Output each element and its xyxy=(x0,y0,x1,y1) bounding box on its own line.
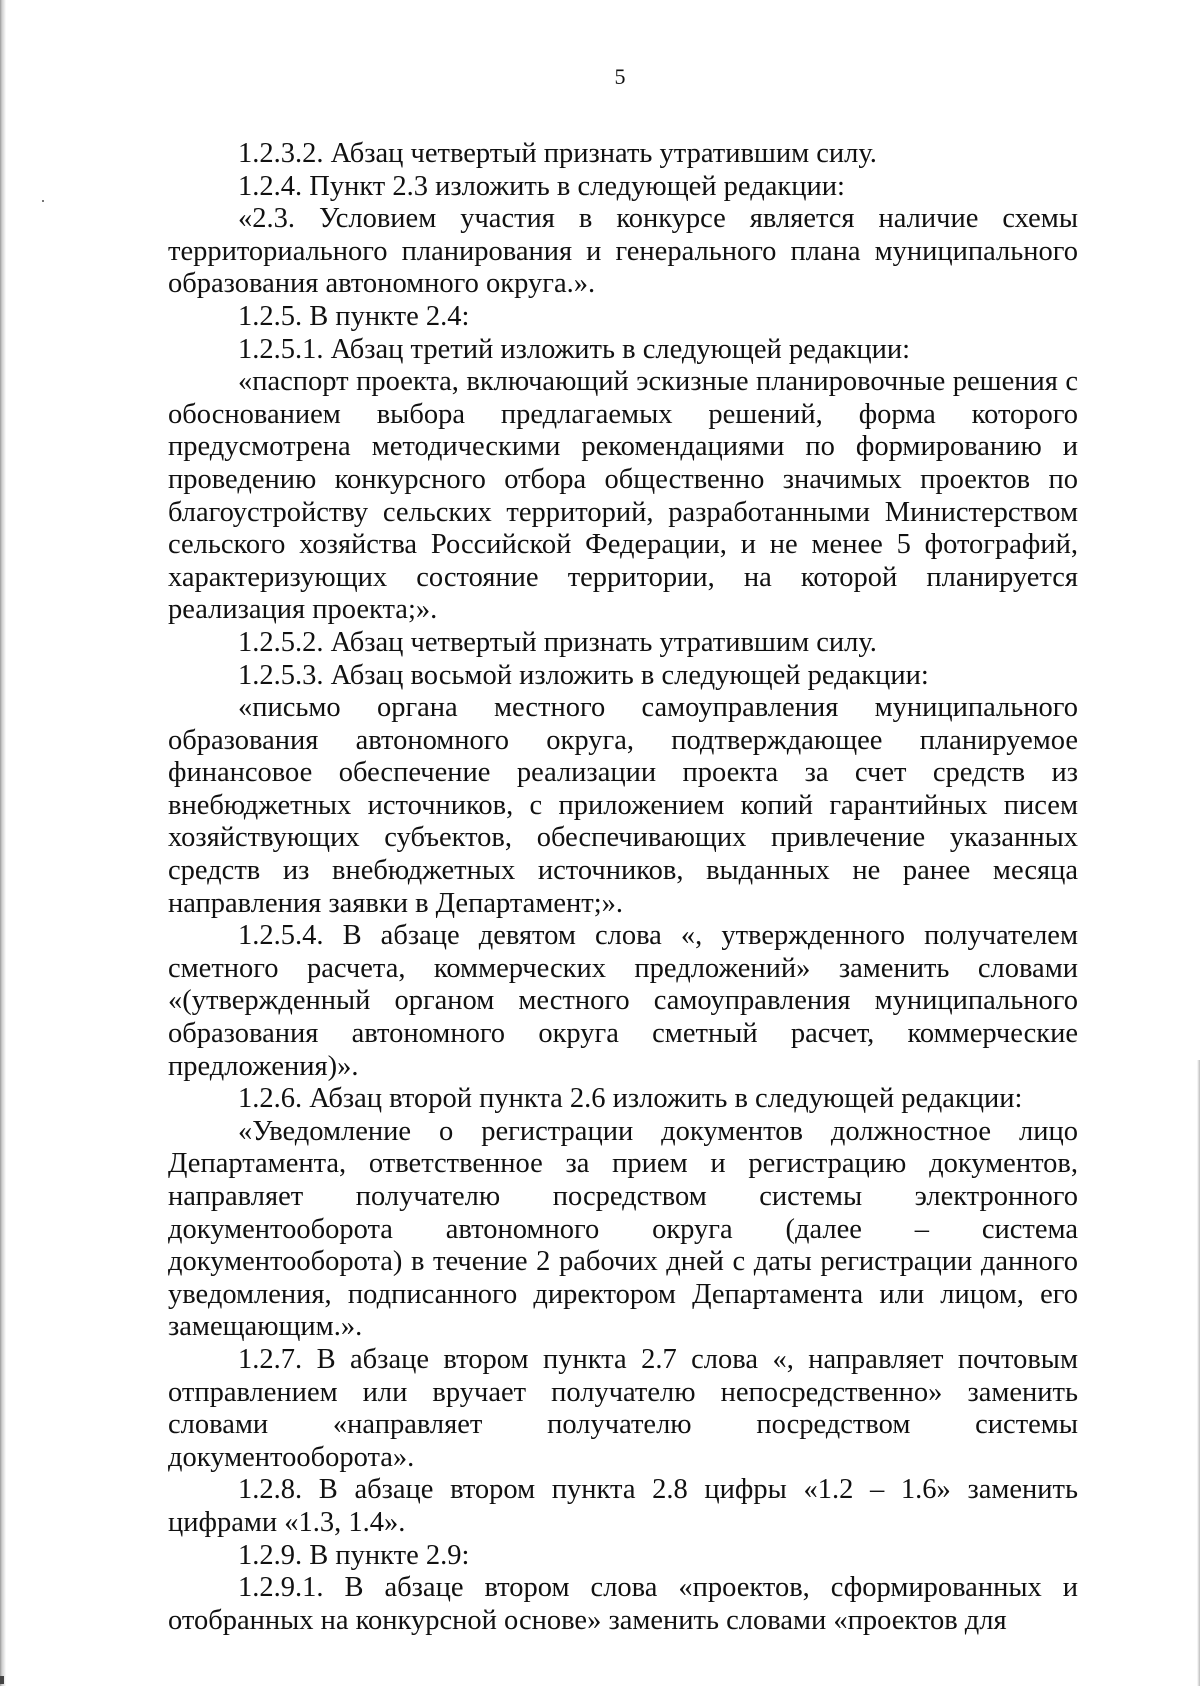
paragraph-quote-passport: «паспорт проекта, включающий эскизные планировочные решения с обоснованием выбора предлагаемых решений, форма которого предусмотрена методическими рекомендациями по формированию и проведению конкурсного отбора общественно значимых проектов по благоустройству сельских территорий, разработанными Министерством сельского хозяйства Российской Федерации, и не менее 5 фотографий, характеризующих состояние территории, на которой планируется реализация проекта;». xyxy=(168,366,1078,626)
scan-edge-left xyxy=(0,0,6,1686)
paragraph-1-2-5-4: 1.2.5.4. В абзаце девятом слова «, утвержденного получателем сметного расчета, коммерческих предложений» заменить словами «(утвержденный органом местного самоуправления муниципального образования автономного округа сметный расчет, коммерческие предложения)». xyxy=(168,920,1078,1082)
paragraph-1-2-3-2: 1.2.3.2. Абзац четвертый признать утратившим силу. xyxy=(238,138,877,169)
paragraph-1-2-9: 1.2.9. В пункте 2.9: xyxy=(238,1539,470,1571)
paragraph-quote-notification: «Уведомление о регистрации документов должностное лицо Департамента, ответственное за прием и регистрацию документов, направляет получателю посредством системы электронного документооборота автономного округа (далее – система документооборота) в течение 2 рабочих дней с даты регистрации данного уведомления, подписанного директором Департамента или лицом, его замещающим.». xyxy=(168,1115,1078,1343)
scan-artifact-corner xyxy=(0,1676,4,1684)
paragraph-1-2-8: 1.2.8. В абзаце втором пункта 2.8 цифры «1.2 – 1.6» заменить цифрами «1.3, 1.4». xyxy=(168,1474,1078,1538)
paragraph-1-2-6: 1.2.6. Абзац второй пункта 2.6 изложить в следующей редакции: xyxy=(238,1083,1023,1115)
paragraph-quote-letter: «письмо органа местного самоуправления муниципального образования автономного округа, подтверждающее планируемое финансовое обеспечение реализации проекта за счет средств из внебюджетных источников, с приложением копий гарантийных писем хозяйствующих субъектов, обеспечивающих привлечение указанных средств из внебюджетных источников, выданных не ранее месяца направления заявки в Департамент;». xyxy=(168,692,1078,919)
paragraph-1-2-5-3: 1.2.5.3. Абзац восьмой изложить в следующей редакции: xyxy=(238,659,929,691)
document-body xyxy=(168,138,1078,1637)
paragraph-1-2-5-1: 1.2.5.1. Абзац третий изложить в следующей редакции: xyxy=(238,333,911,365)
page-number: 5 xyxy=(614,64,626,89)
scan-artifact-dot xyxy=(42,200,44,202)
paragraph-1-2-5: 1.2.5. В пункте 2.4: xyxy=(238,300,470,332)
paragraph-1-2-7: 1.2.7. В абзаце втором пункта 2.7 слова «, направляет почтовым отправлением или вручает получателю непосредственно» заменить словами «направляет получателю посредством системы документооборота». xyxy=(168,1343,1078,1473)
paragraph-1-2-9-1: 1.2.9.1. В абзаце втором слова «проектов, сформированных и отобранных на конкурсной основе» заменить словами «проектов для xyxy=(168,1572,1078,1636)
paragraph-1-2-4: 1.2.4. Пункт 2.3 изложить в следующей редакции: xyxy=(238,170,845,202)
paragraph-quote-2-3: «2.3. Условием участия в конкурсе является наличие схемы территориального планирования и генерального плана муниципального образования автономного округа.». xyxy=(168,203,1078,300)
paragraph-1-2-5-2: 1.2.5.2. Абзац четвертый признать утратившим силу. xyxy=(238,626,877,658)
